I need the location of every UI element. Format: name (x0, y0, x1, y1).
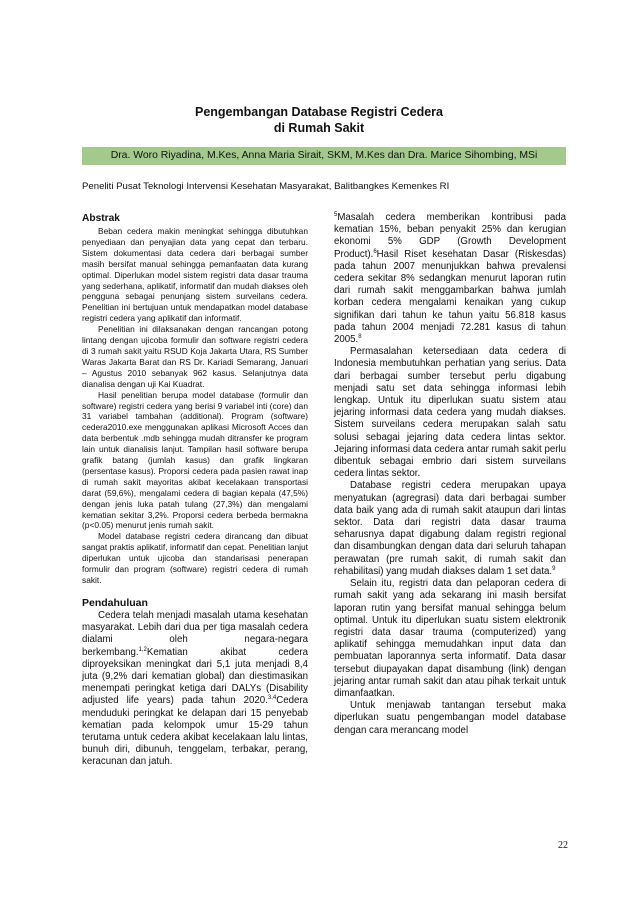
affiliation: Peneliti Pusat Teknologi Intervensi Kesehatan Masyarakat, Balitbangkes Kemenkes RI (82, 181, 450, 192)
intro-paragraph-4: Selain itu, registri data dan pelaporan cedera di rumah sakit yang ada sekarang ini masih bersifat laporan rutin yang bersifat manual sehingga belum optimal. Untuk itu diperlukan suatu sistem elektronik registri data dasar trauma (computerized) yang aplikatif sehingga memudahkan input data dan pembuatan laporannya serta informatif. Data dasar tersebut diupayakan dapat disambung (link) dengan jejaring antar rumah sakit dan atau pihak terkait untuk dimanfaatkan. (334, 578, 566, 699)
intro-text-1c: Cedera menduduki peringkat ke delapan dari 15 penyebab kematian pada kelompok umur 15-29 tahun terutama untuk cedera akibat kecelakaan lalu lintas, bunuh diri, dibunuh, tenggelam, terbakar, perang, keracunan dan jatuh. (82, 695, 308, 768)
abstract-paragraph-1: Beban cedera makin meningkat sehingga dibutuhkan penyediaan dan penyajian data yang cepat dan terbaru. Sistem dokumentasi data cedera dari berbagai sumber masih bersifat manual sehingga pemanfaatan data kurang optimal. Diperlukan model sistem registri data dasar trauma yang sederhana, aplikatif, informatif dan mudah diakses oleh pengguna sebagai penunjang sistem surveilans cedera. Penelitian ini bertujuan untuk mendapatkan model database registri cedera yang aplikatif dan informatif. (82, 226, 308, 324)
right-column (334, 212, 566, 737)
abstract-heading: Abstrak (82, 213, 120, 224)
citation-6: 6 (373, 248, 377, 255)
citation-8: 8 (358, 333, 362, 340)
left-column (82, 212, 308, 769)
abstract-paragraph-2: Penelitian ini dilaksanakan dengan rancangan potong lintang dengan ujicoba formulir dan software registri cedera di 3 rumah sakit yaitu RSUD Koja Jakarta Utara, RS Sumber Waras Jakarta Barat dan RS Dr. Kariadi Semarang, Januari – Agustus 2010 sebanyak 962 kasus. Selanjutnya data dianalisa dengan uji Kai Kuadrat. (82, 324, 308, 389)
intro-paragraph-1-start (82, 610, 308, 769)
intro-text-1e: Hasil Riset kesehatan Dasar (Riskesdas) pada tahun 2007 menunjukkan bahwa prevalensi cedera sekitar 8% sedangkan menurut laporan rutin dari rumah sakit menggambarkan bahwa jumlah korban cedera mengalami kenaikan yang cukup signifikan dari tahun ke tahun yaitu 56.818 kasus pada tahun 2004 menjadi 72.281 kasus di tahun 2005. (334, 248, 566, 346)
intro-paragraph-1-cont (334, 212, 566, 346)
intro-text-1: Cedera telah menjadi masalah utama kesehatan masyarakat. Lebih dari dua per tiga masalah cedera dialami oleh negara-negara berkembang. (82, 609, 308, 658)
citation-1-2: 1,2 (138, 646, 147, 653)
paper-title (0, 104, 638, 136)
citation-9: 9 (552, 565, 556, 572)
page-number: 22 (558, 840, 568, 851)
intro-text-1d: Masalah cedera memberikan kontribusi pada kematian 15%, beban penyakit 25% dan kerugian ekonomi 5% GDP (Growth Development Product). (334, 212, 566, 260)
intro-paragraph-2: Permasalahan ketersediaan data cedera di Indonesia membutuhkan perhatian yang serius. Data dari berbagai sumber tersebut perlu digabung menjadi satu set data sehingga informasi lebih lengkap. Untuk itu diperlukan suatu sistem atau jejaring informasi data cedera yang mudah diakses. Sistem surveilans cedera merupakan salah satu solusi sebagai jejaring data cedera lintas sektor. Jejaring informasi data cedera antar rumah sakit perlu dibentuk sebagai embrio dari sistem surveilans cedera lintas sektor. (334, 346, 566, 480)
abstract-section (82, 212, 308, 586)
intro-section-left (82, 596, 308, 769)
title-line-1: Pengembangan Database Registri Cedera (195, 105, 443, 119)
intro-heading: Pendahuluan (82, 596, 148, 609)
intro-text-1b: Kematian akibat cedera diproyeksikan meningkat dari 5,1 juta menjadi 8,4 juta (9,2% dari kematian global) dan diestimasikan menempati peringkat ketiga dari DALYs (Disability adjusted life years) pada tahun 2020. (82, 646, 308, 707)
title-line-2: di Rumah Sakit (273, 121, 365, 135)
intro-text-3: Database registri cedera merupakan upaya menyatukan (agregrasi) data dari berbagai sumber data baik yang ada di rumah sakit ataupun dari lintas sektor. Data dari registri data dasar trauma seharusnya dapat digabung dalam registri regional dan disambungkan dengan data dari seluruh tahapan perawatan (pre rumah sakit, di rumah sakit dan rehabilitasi) yang mudah diakses dalam 1 set data. (334, 480, 566, 577)
intro-paragraph-3 (334, 480, 566, 578)
abstract-paragraph-3: Hasil penelitian berupa model database (formulir dan software) registri cedera yang berisi 9 variabel inti (core) dan 31 variabel tambahan (additional). Program (software) cedera2010.exe menggunakan aplikasi Microsoft Acces dan data berbentuk .mdb sehingga mudah ditransfer ke program lain untuk dianalisis lanjut. Tampilan hasil software berupa grafik batang (jumlah kasus) dan grafik lingkaran (persentase kasus). Proporsi cedera pada pasien rawat inap di rumah sakit mayoritas akibat kecelakaan transportasi darat (59,6%), mengalami cedera di bagian kepala (47,5%) dengan jenis luka patah tulang (27,3%) dan mengalami kematian sekitar 3,2%. Proporsi cedera berbeda bermakna (p<0.05) menurut jenis rumah sakit. (82, 389, 308, 531)
intro-paragraph-5: Untuk menjawab tantangan tersebut maka diperlukan suatu pengembangan model database dengan cara merancang model (334, 700, 566, 736)
author-bar: Dra. Woro Riyadina, M.Kes, Anna Maria Sirait, SKM, M.Kes dan Dra. Marice Sihombing, MSi (82, 147, 566, 165)
abstract-paragraph-4: Model database registri cedera dirancang dan dibuat sangat praktis aplikatif, informatif dan cepat. Penelitian lanjut diperlukan untuk ujicoba dan standarisasi penerapan formulir dan program (software) registri cedera di rumah sakit. (82, 531, 308, 585)
citation-5: 5 (334, 211, 338, 218)
citation-3-4: 3,4 (267, 695, 277, 702)
